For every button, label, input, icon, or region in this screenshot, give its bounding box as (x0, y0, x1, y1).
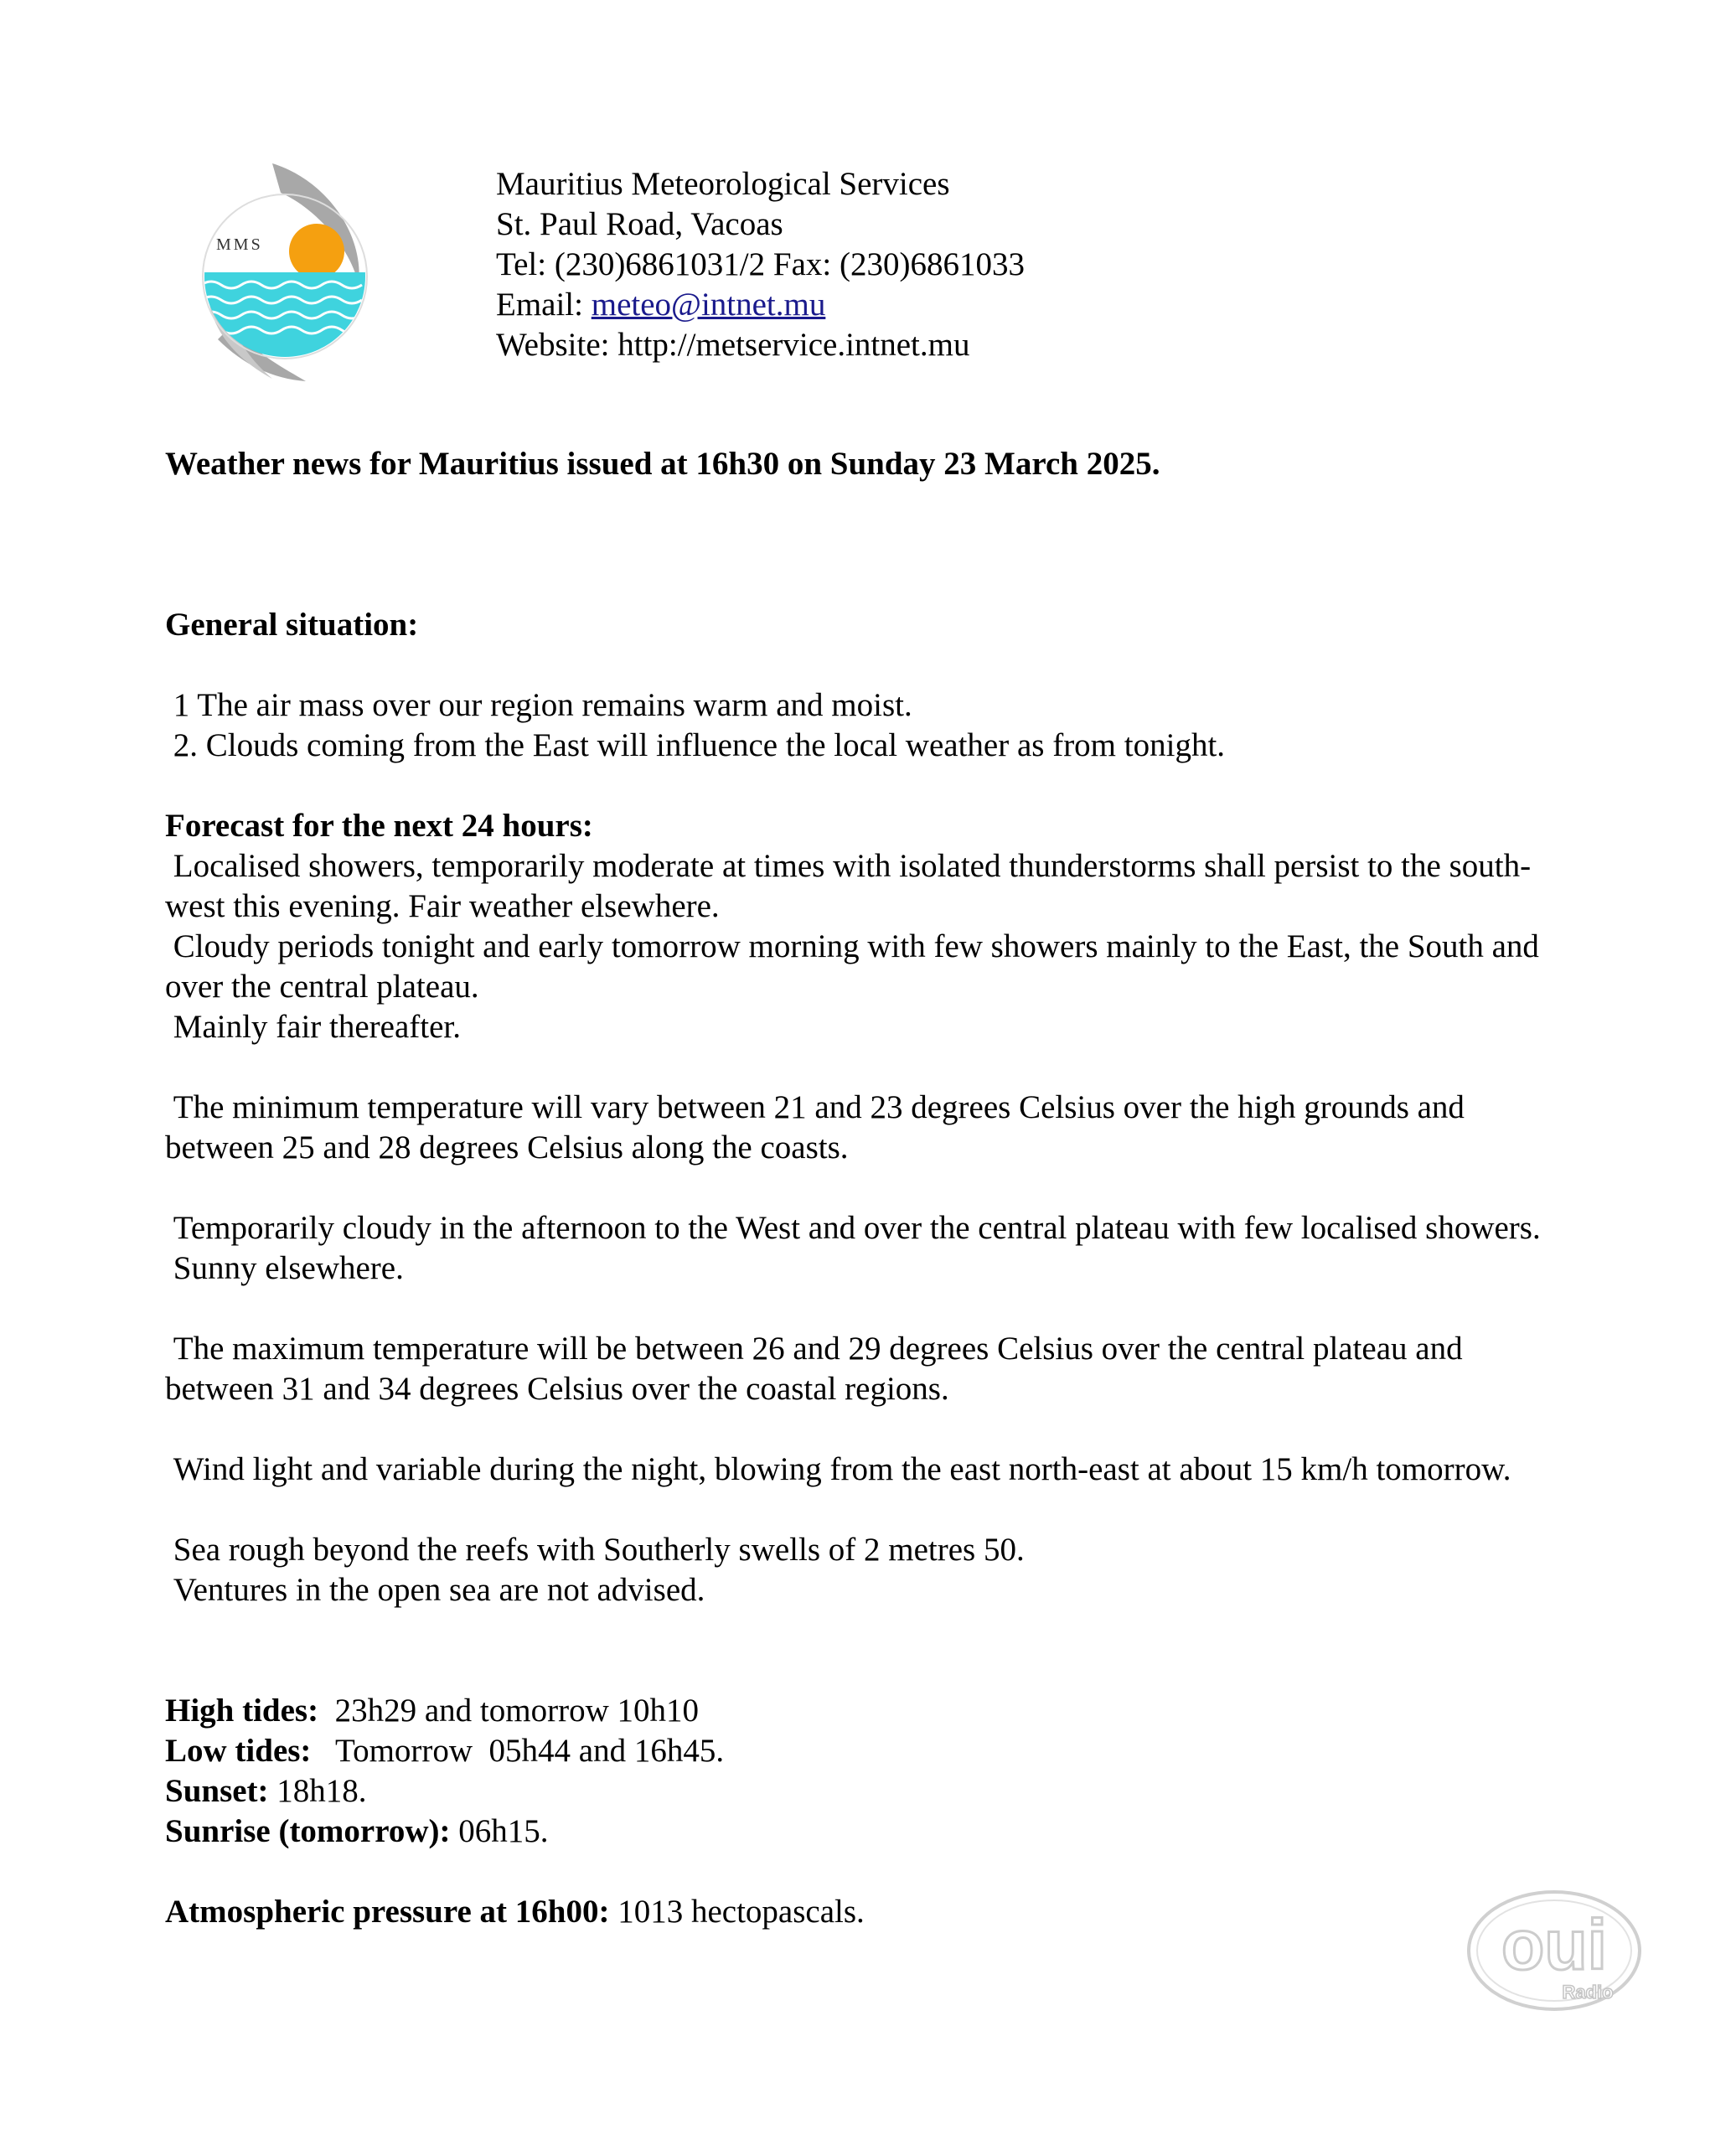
mms-logo (193, 159, 377, 385)
org-website: Website: http://metservice.intnet.mu (496, 327, 970, 363)
sunrise (165, 1812, 1573, 1852)
email-label: Email: (496, 287, 592, 323)
forecast-paragraph: Temporarily cloudy in the afternoon to the West and over the central plateau with few localised showers. (165, 1210, 1541, 1246)
bulletin-title: Weather news for Mauritius issued at 16h30 on Sunday 23 March 2025. (165, 446, 1160, 482)
general-item-2: 2. Clouds coming from the East will influence the local weather as from tonight. (165, 727, 1226, 763)
pressure-value: 1013 hectopascals. (609, 1894, 865, 1930)
high-tides (165, 1691, 1573, 1731)
forecast-sea: Sea rough beyond the reefs with Southerly swells of 2 metres 50. (165, 1532, 1025, 1568)
forecast-max-temp: The maximum temperature will be between 26 and 29 degrees Celsius over the central plateau and between 31 and 34 degrees Celsius over the coastal regions. (165, 1331, 1471, 1407)
low-tides-label: Low tides: (165, 1733, 312, 1769)
high-tides-value: 23h29 and tomorrow 10h10 (318, 1693, 699, 1729)
logo-sun (289, 224, 344, 279)
forecast-wind: Wind light and variable during the night, blowing from the east north-east at about 15 km/h tomorrow. (165, 1451, 1511, 1487)
forecast-paragraph: Sunny elsewhere. (165, 1250, 404, 1286)
general-situation-heading: General situation: (165, 607, 419, 643)
sunrise-label: Sunrise (tomorrow): (165, 1813, 451, 1849)
org-name: Mauritius Meteorological Services (496, 166, 950, 202)
forecast-sea-advice: Ventures in the open sea are not advised. (165, 1572, 705, 1608)
header-address (496, 164, 1025, 365)
watermark-sub-text: Radio (1562, 1982, 1614, 2003)
forecast-paragraph: Mainly fair thereafter. (165, 1009, 461, 1045)
forecast-min-temp: The minimum temperature will vary between 21 and 23 degrees Celsius over the high grounds and between 25 and 28 degrees Celsius along the coasts. (165, 1089, 1473, 1166)
org-address: St. Paul Road, Vacoas (496, 206, 783, 242)
pressure-label: Atmospheric pressure at 16h00: (165, 1894, 610, 1930)
sunset (165, 1771, 1573, 1812)
org-tel-fax: Tel: (230)6861031/2 Fax: (230)6861033 (496, 246, 1025, 282)
logo-text: MMS (216, 235, 263, 254)
atmospheric-pressure (165, 1892, 1573, 1932)
forecast-paragraph: Cloudy periods tonight and early tomorrow morning with few showers mainly to the East, the South and over the central plateau. (165, 928, 1547, 1005)
watermark-main-text: oui (1501, 1905, 1607, 1984)
low-tides-value: Tomorrow 05h44 and 16h45. (311, 1733, 725, 1769)
document-body (165, 444, 1573, 1932)
oui-radio-watermark (1462, 1885, 1646, 2019)
general-item-1: 1 The air mass over our region remains warm and moist. (165, 687, 912, 723)
sunset-value: 18h18. (268, 1773, 367, 1809)
high-tides-label: High tides: (165, 1693, 319, 1729)
email-link[interactable]: meteo@intnet.mu (591, 287, 826, 323)
forecast-heading: Forecast for the next 24 hours: (165, 808, 593, 844)
org-email (496, 285, 1025, 325)
low-tides (165, 1731, 1573, 1771)
sunrise-value: 06h15. (450, 1813, 549, 1849)
forecast-paragraph: Localised showers, temporarily moderate at times with isolated thunderstorms shall persist to the south-west this evening. Fair weather elsewhere. (165, 848, 1532, 924)
sunset-label: Sunset: (165, 1773, 269, 1809)
